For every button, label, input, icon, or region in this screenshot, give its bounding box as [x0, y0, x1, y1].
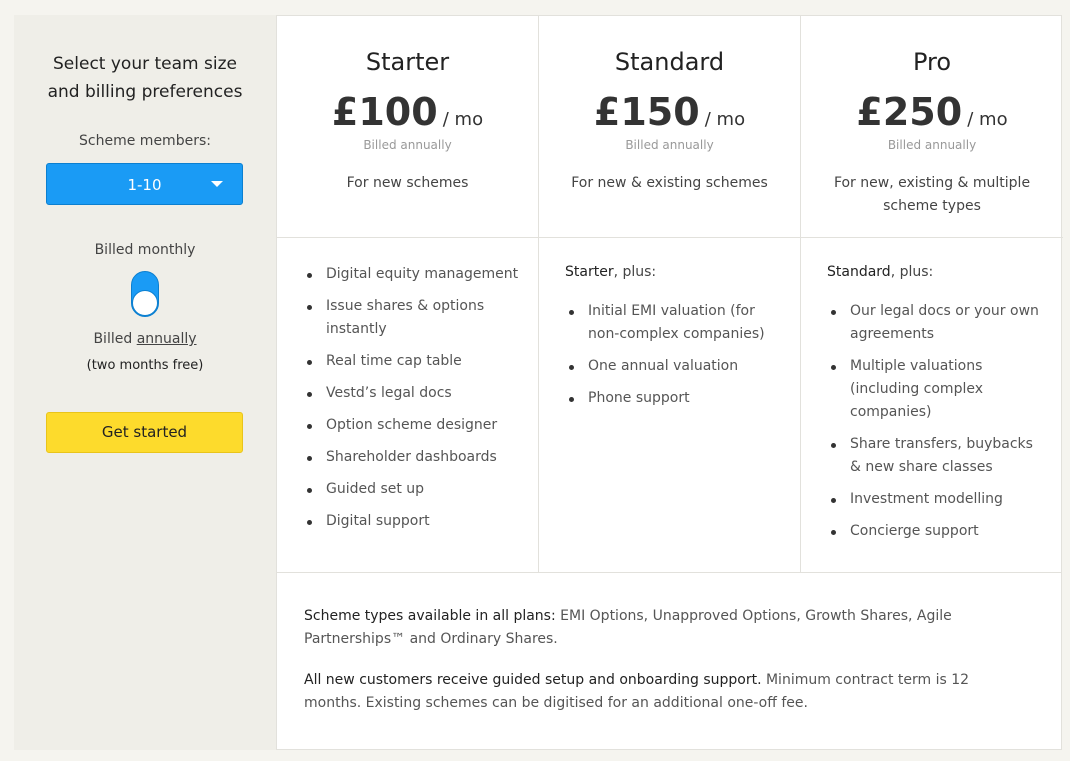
billed-annually-label	[14, 331, 276, 347]
preferences-sidebar	[14, 15, 276, 750]
scheme-members-value: 1-10	[127, 176, 162, 194]
price-amount: £100	[331, 90, 438, 134]
feature-item: Our legal docs or your own agreements	[829, 300, 1045, 346]
billed-prefix: Billed	[93, 331, 133, 347]
plan-description: For new & existing schemes	[571, 175, 768, 191]
plan-column-pro	[801, 16, 1063, 572]
plan-description: For new schemes	[346, 175, 469, 191]
feature-item: Concierge support	[829, 520, 1045, 543]
feature-item: Shareholder dashboards	[305, 446, 520, 469]
price-amount: £150	[593, 90, 700, 134]
scheme-types-heading: Scheme types available in all plans:	[304, 608, 556, 624]
price-amount: £250	[856, 90, 963, 134]
feature-item: Guided set up	[305, 478, 520, 501]
plan-price	[539, 90, 800, 134]
plan-name: Pro	[912, 48, 952, 76]
intro-rest: , plus:	[890, 264, 934, 280]
feature-item: Digital equity management	[305, 263, 520, 286]
feature-item: Multiple valuations (including complex companies)	[829, 355, 1045, 424]
feature-item: Share transfers, buybacks & new share classes	[829, 433, 1045, 479]
billed-note: Billed annually	[887, 138, 977, 152]
plan-column-standard	[539, 16, 801, 572]
pricing-footer	[277, 572, 1061, 749]
price-period: / mo	[967, 109, 1008, 130]
billing-toggle-knob	[132, 290, 158, 316]
feature-item: Vestd’s legal docs	[305, 382, 520, 405]
intro-plan-ref: Standard	[827, 264, 891, 280]
plan-header	[277, 16, 538, 238]
billed-annually-word: annually	[136, 331, 197, 347]
plan-name: Starter	[365, 48, 450, 76]
billed-note: Billed annually	[625, 138, 714, 152]
feature-item: Option scheme designer	[305, 414, 520, 437]
plan-description: For new, existing & multiple scheme types	[833, 175, 1031, 214]
chevron-down-icon	[211, 181, 223, 187]
billed-note: Billed annually	[363, 138, 452, 152]
billing-toggle[interactable]	[131, 271, 159, 317]
feature-item: Investment modelling	[829, 488, 1045, 511]
sidebar-title	[14, 50, 276, 106]
scheme-types-note	[304, 605, 1024, 651]
plan-name: Standard	[614, 48, 725, 76]
pricing-table	[276, 15, 1062, 750]
plan-intro	[565, 264, 656, 280]
get-started-button[interactable]: Get started	[46, 412, 243, 453]
scheme-types-list: EMI Options, Unapproved Options, Growth Shares, Agile Partnerships™ and Ordinary Shares.	[304, 608, 952, 647]
onboarding-note	[304, 669, 1024, 715]
two-months-free-note: (two months free)	[86, 358, 204, 373]
scheme-members-select[interactable]	[46, 163, 243, 205]
plan-column-starter	[277, 16, 539, 572]
feature-item: Digital support	[305, 510, 520, 533]
intro-rest: , plus:	[613, 264, 657, 280]
feature-item: Issue shares & options instantly	[305, 295, 520, 341]
feature-item: Initial EMI valuation (for non-complex companies)	[567, 300, 782, 346]
scheme-members-label: Scheme members:	[79, 133, 211, 149]
plan-price	[801, 90, 1063, 134]
plan-header	[801, 16, 1063, 238]
plan-price	[277, 90, 538, 134]
price-period: / mo	[442, 109, 484, 130]
sidebar-title-line1: Select your team size	[53, 54, 237, 74]
feature-item: Phone support	[567, 387, 782, 410]
plan-intro	[827, 264, 933, 280]
plan-header	[539, 16, 800, 238]
onboarding-details: Minimum contract term is 12 months. Existing schemes can be digitised for an additional one-off fee.	[304, 672, 970, 711]
onboarding-heading: All new customers receive guided setup and onboarding support.	[304, 672, 762, 688]
feature-item: Real time cap table	[305, 350, 520, 373]
intro-plan-ref: Starter	[565, 264, 614, 280]
price-period: / mo	[704, 109, 746, 130]
feature-item: One annual valuation	[567, 355, 782, 378]
sidebar-title-line2: and billing preferences	[47, 82, 243, 102]
billed-monthly-label: Billed monthly	[94, 242, 196, 258]
